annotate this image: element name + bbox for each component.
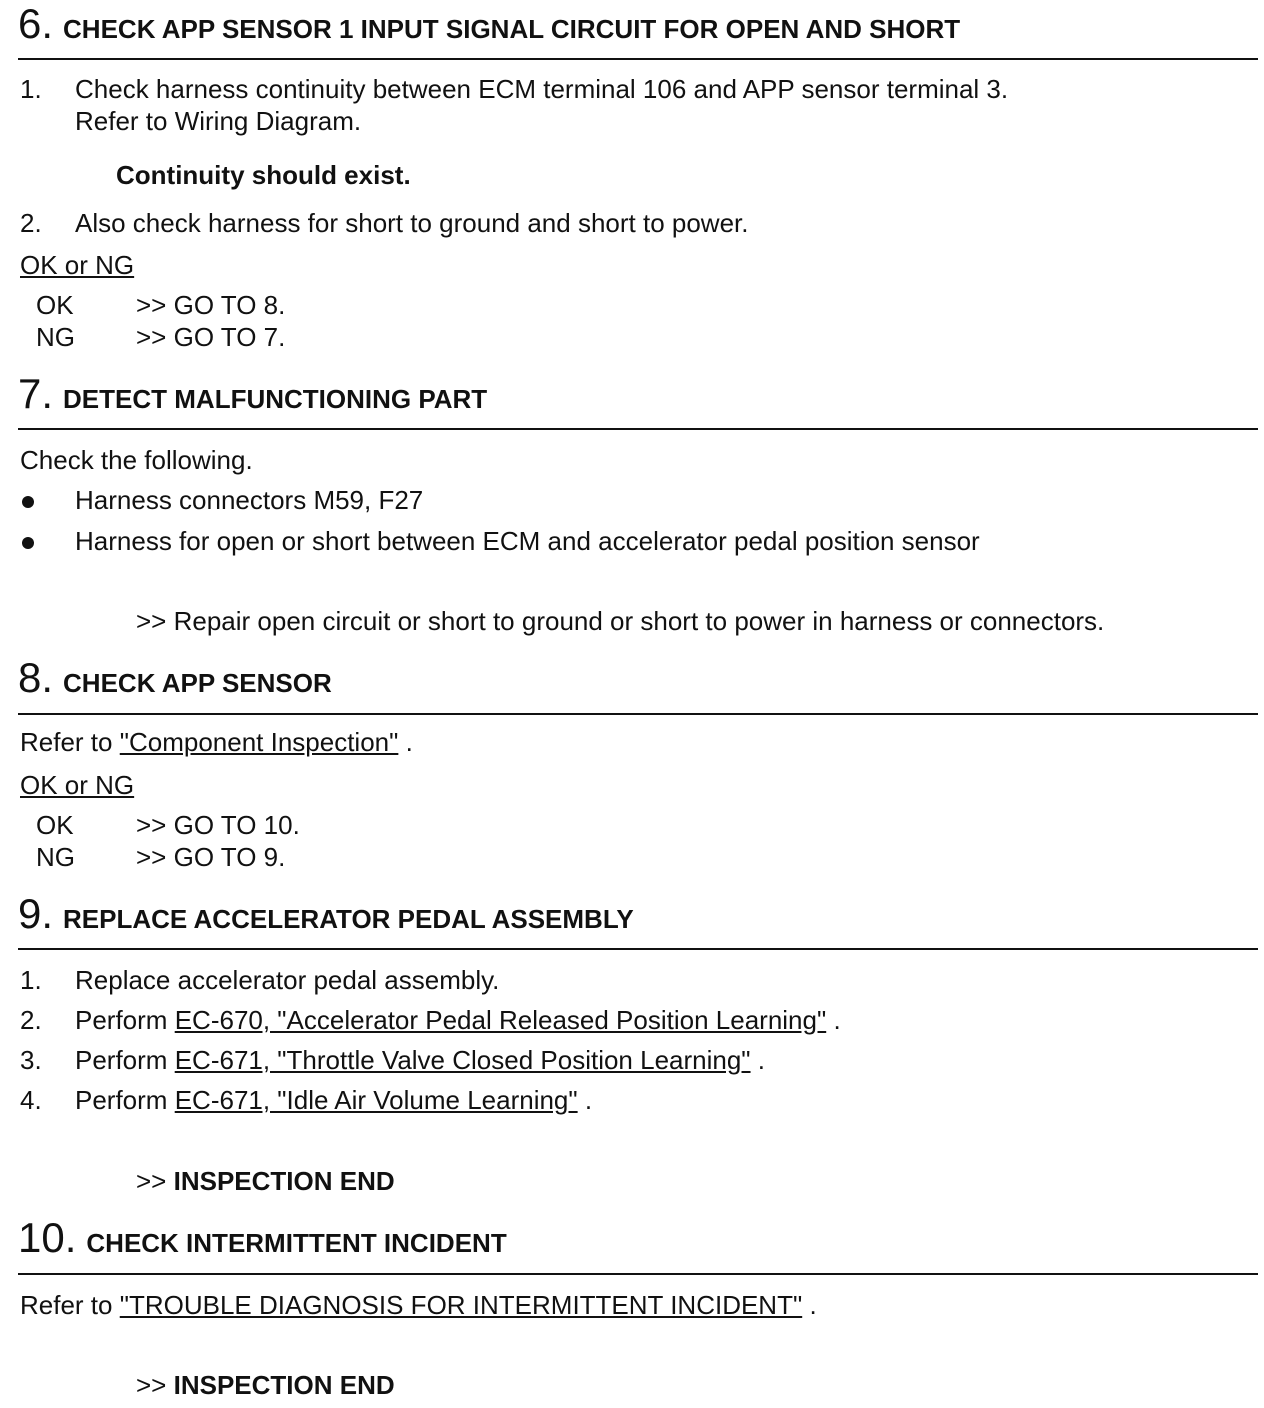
ok-ng-label: OK or NG — [20, 770, 135, 800]
end-arrow: >> — [136, 1166, 167, 1196]
refer-prefix: Refer to — [20, 727, 113, 757]
step-text — [75, 1085, 592, 1116]
step-text — [75, 1045, 765, 1076]
result-ok-action: >> GO TO 8. — [136, 290, 286, 320]
ec-671-throttle-link[interactable]: EC-671, "Throttle Valve Closed Position Learning" — [174, 1045, 751, 1075]
bullet-dot — [22, 496, 34, 508]
divider — [18, 948, 1258, 950]
section-number: 7. — [18, 370, 54, 417]
ec-670-link[interactable]: EC-670, "Accelerator Pedal Released Position Learning" — [174, 1005, 827, 1035]
section-number: 6. — [18, 0, 54, 47]
step-text-continued: Refer to Wiring Diagram. — [75, 106, 362, 136]
inspection-end — [136, 1166, 395, 1197]
section-7-heading — [18, 370, 487, 418]
end-arrow: >> — [136, 1370, 167, 1400]
end-text: INSPECTION END — [173, 1370, 395, 1400]
step-text: Check harness continuity between ECM terminal 106 and APP sensor terminal 3. — [75, 74, 1009, 104]
ok-ng-label: OK or NG — [20, 250, 135, 280]
end-text: INSPECTION END — [173, 1166, 395, 1196]
section-title: CHECK APP SENSOR 1 INPUT SIGNAL CIRCUIT FOR OPEN AND SHORT — [63, 14, 961, 44]
spec-note: Continuity should exist. — [116, 160, 411, 190]
repair-action: >> Repair open circuit or short to ground or short to power in harness or connectors. — [136, 606, 1105, 636]
step-verb: Perform — [75, 1085, 168, 1115]
ec-671-idle-link[interactable]: EC-671, "Idle Air Volume Learning" — [174, 1085, 578, 1115]
step-index: 1. — [20, 965, 42, 995]
step-suffix: . — [833, 1005, 841, 1035]
divider — [18, 713, 1258, 715]
step-verb: Perform — [75, 1005, 168, 1035]
step-suffix: . — [757, 1045, 766, 1075]
step-suffix: . — [584, 1085, 593, 1115]
divider — [18, 1273, 1258, 1275]
section-title: REPLACE ACCELERATOR PEDAL ASSEMBLY — [63, 904, 634, 934]
result-ng-action: >> GO TO 7. — [136, 322, 286, 352]
section-6-heading — [18, 0, 960, 48]
bullet-item: Harness for open or short between ECM and accelerator pedal position sensor — [75, 526, 980, 556]
step-text — [75, 1005, 841, 1036]
refer-suffix: . — [809, 1290, 817, 1320]
result-ok-key: OK — [36, 290, 74, 320]
divider — [18, 428, 1258, 430]
result-ng-key: NG — [36, 842, 75, 872]
result-ng-key: NG — [36, 322, 75, 352]
step-index: 2. — [20, 1005, 42, 1035]
step-text: Replace accelerator pedal assembly. — [75, 965, 500, 995]
section-number: 8. — [18, 654, 54, 701]
step-index: 3. — [20, 1045, 42, 1075]
step-index: 1. — [20, 74, 42, 104]
component-inspection-link[interactable]: "Component Inspection" — [119, 727, 399, 757]
result-ok-key: OK — [36, 810, 74, 840]
section-10-heading — [18, 1214, 507, 1262]
refer-suffix: . — [405, 727, 413, 757]
section-8-heading — [18, 654, 332, 702]
section-9-heading — [18, 890, 634, 938]
section-number: 9. — [18, 890, 54, 937]
step-index: 2. — [20, 208, 42, 238]
section-title: CHECK APP SENSOR — [63, 668, 332, 698]
bullet-item: Harness connectors M59, F27 — [75, 485, 424, 515]
refer-prefix: Refer to — [20, 1290, 113, 1320]
step-verb: Perform — [75, 1045, 168, 1075]
refer-line — [20, 1290, 817, 1321]
intermittent-incident-link[interactable]: "TROUBLE DIAGNOSIS FOR INTERMITTENT INCIDENT" — [119, 1290, 803, 1320]
divider — [18, 58, 1258, 60]
section-title: CHECK INTERMITTENT INCIDENT — [86, 1228, 507, 1258]
result-ok-action: >> GO TO 10. — [136, 810, 300, 840]
step-text: Also check harness for short to ground and short to power. — [75, 208, 749, 238]
bullet-dot — [22, 537, 34, 549]
section-title: DETECT MALFUNCTIONING PART — [63, 384, 488, 414]
refer-line — [20, 727, 413, 758]
step-index: 4. — [20, 1085, 42, 1115]
intro-text: Check the following. — [20, 445, 253, 475]
inspection-end — [136, 1370, 395, 1401]
result-ng-action: >> GO TO 9. — [136, 842, 286, 872]
section-number: 10. — [18, 1214, 77, 1261]
